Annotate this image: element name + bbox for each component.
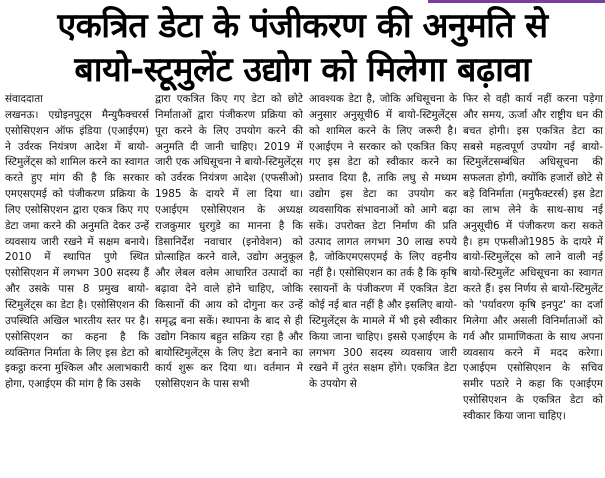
article-column-4 — [463, 92, 603, 478]
article-column-1 — [5, 92, 149, 478]
column-text: लखनऊ। एग्रोइनपुट्स मैन्युफैक्चरर्स एसोसिएशन ऑफ इंडिया (एआईएम) ने उर्वरक नियंत्रण आदेश में बायो-स्टिमुलेंट्स को शामिल करने का स्वागत करते हुए मांग की है कि सरकार एमएसएमई को पंजीकरण प्रक्रिया के लिए एसोसिएशन द्वारा एकत्र किए गए डेटा जमा करने की अनुमति देकर उन्हें व्यवसाय जारी रखने में सक्षम बनाये। 2010 में स्थापित पुणे स्थित एसोसिएशन में लगभग 300 सदस्य हैं और उसके पास 8 प्रमुख बायो-स्टिमुलेंट्स का डेटा है। एसोसिएशन की उपस्थिति अखिल भारतीय स्तर पर है। एसोसिएशन का कहना है कि व्यक्तिगत निर्माता के लिए इस डेटा को इकट्ठा करना मुश्किल और अलाभकारी होगा, एआईएम की मांग है कि उसके — [5, 108, 149, 391]
article-column-3 — [309, 92, 457, 478]
column-text: आवश्यक डेटा है, जोकि अधिसूचना के अनुसार अनुसूची6 में बायो-स्टिमुलेंट्स को शामिल करने के लिए जरूरी है। एआईएम ने सरकार को एकत्रित किए गए इस डेटा को स्वीकार करने का प्रस्ताव दिया है, ताकि लघु से मध्यम उद्योग इस डेटा का उपयोग कर व्यवसायिक संभावनाओं को आगे बढ़ा सकें। उपरोक्त डेटा निर्माण की प्रति उत्पाद लागत लगभग 30 लाख रुपये है, जोकिएमएसएमई के लिए वहनीय नहीं है। एसोसिएशन का तर्क है कि कृषि रसायनों के पंजीकरण में एकत्रित डेटा कोई नई बात नहीं है और इसलिए बायो-स्टिमुलेंट्स के मामले में भी इसे स्वीकार किया जाना चाहिए। इससे एआईएम के लगभग 300 सदस्य व्यवसाय जारी रखने में तुरंत सक्षम होंगे। एकत्रित डेटा के उपयोग से — [309, 93, 457, 391]
headline-line-2: बायो-स्टूमुलेंट उद्योग को मिलेगा बढ़ावा — [74, 50, 531, 90]
byline: संवाददाता — [5, 93, 43, 105]
column-text: द्वारा एकत्रित किए गए डेटा को छोटे निर्माताओं द्वारा पंजीकरण प्रक्रिया को पूरा करने के लिए उपयोग करने की अनुमति दी जानी चाहिए। 2019 में जारी एक अधिसूचना ने बायो-स्टिमुलेंट्स को उर्वरक नियंत्रण आदेश (एफसीओ) 1985 के दायरे में ला दिया था। एआईएम एसोसिएशन के अध्यक्ष राजकुमार धुरगुडे का मानना है कि डिसानिर्देश नवाचार (इनोवेशन) को प्रोत्साहित करने वाले, उद्योग अनुकूल और लेबल वलेम आधारित उत्पादों का बढ़ावा देने वाले होने चाहिए, जोकि किसानों की आय को दोगुना कर उन्हें समृद्ध बना सकें। स्थापना के बाद से ही उद्योग निकाय बहुत सक्रिय रहा है और बायोस्टिमुलेंट्स के लिए डेटा बनाने का कार्य शुरू कर दिया था। वर्तमान मे एसोसिएशन के पास सभी — [155, 93, 303, 391]
headline-line-1: एकत्रित डेटा के पंजीकरण की अनुमति से — [57, 6, 548, 46]
article-column-2 — [155, 92, 303, 478]
column-text: फिर से वही कार्य नहीं करना पड़ेगा और समय, ऊर्जा और राष्ट्रीय धन की बचत होगी। इस एकत्रित डेटा का सबसे महत्वपूर्ण उपयोग नई बायो-स्टिमुलेंटसम्बंधित अधिसूचना की सफलता होगी, क्योंकि हजारों छोटे से बड़े विनिर्माता (मनुफैक्टरर्स) इस डेटा का लाभ लेने के साथ-साथ नई अनुसूची6 में पंजीकरण करा सकते है। हम एफसीओ1985 के दायरे में बायो-स्टिमुलेंट्स को लाने वाली नई बायो-स्टिमुलेंट अधिसूचना का स्वागत करते हैं। इस निर्णय से बायो-स्टिमुलेंट को 'पर्यावरण कृषि इनपुट' का दर्जा मिलेगा और असली विनिर्माताओं को गर्व और प्रामाणिकता के साथ अपना व्यवसाय करने में मदद करेगा। एआईएम एसोसिएशन के सचिव समीर पठारे ने कहा कि एआईएम एसोसिएशन के एकत्रित डेटा को स्वीकार किया जाना चाहिए। — [463, 93, 603, 422]
section-color-stripe — [428, 0, 605, 3]
headline — [0, 4, 605, 92]
article-body — [5, 92, 603, 478]
